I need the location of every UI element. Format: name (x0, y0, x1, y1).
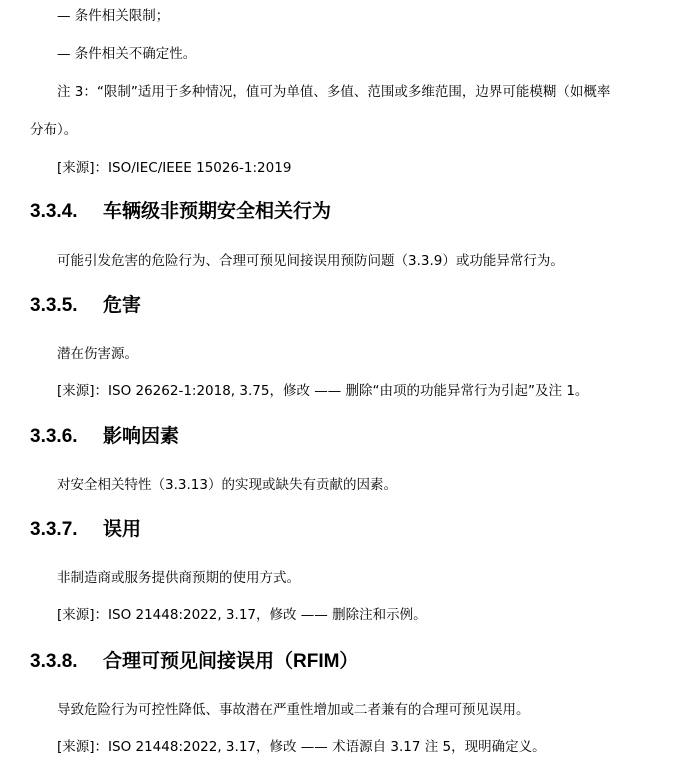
note-3-text: 注 3：“限制”适用于多种情况，值可为单值、多值、范围或多维范围，边界可能模糊（如概率 (57, 84, 611, 100)
definition-text: 非制造商或服务提供商预期的使用方式。 (57, 570, 300, 586)
section-heading (30, 516, 141, 544)
note-3-text-continued: 分布）。 (30, 122, 78, 138)
source-citation: [来源]：ISO 21448:2022, 3.17，修改 —— 术语源自 3.17 注 5，现明确定义。 (57, 739, 546, 755)
section-number: 3.3.7. (30, 519, 78, 540)
source-citation: [来源]：ISO/IEC/IEEE 15026-1:2019 (57, 160, 292, 176)
list-item: — 条件相关不确定性。 (57, 46, 197, 62)
definition-text: 可能引发危害的危险行为、合理可预见间接误用预防问题（3.3.9）或功能异常行为。 (57, 253, 564, 269)
section-number: 3.3.8. (30, 651, 78, 672)
section-title: 影响因素 (103, 426, 180, 447)
source-citation: [来源]：ISO 21448:2022, 3.17，修改 —— 删除注和示例。 (57, 607, 427, 623)
list-item: — 条件相关限制； (57, 8, 170, 24)
section-title: 合理可预见间接误用（RFIM） (103, 651, 359, 672)
definition-text: 潜在伤害源。 (57, 346, 138, 362)
section-number: 3.3.5. (30, 295, 78, 316)
section-heading (30, 198, 331, 226)
section-title: 危害 (103, 295, 142, 316)
section-heading (30, 423, 179, 451)
section-number: 3.3.6. (30, 426, 78, 447)
definition-text: 对安全相关特性（3.3.13）的实现或缺失有贡献的因素。 (57, 477, 397, 493)
section-heading (30, 648, 358, 676)
source-citation: [来源]：ISO 26262-1:2018, 3.75，修改 —— 删除“由项的功能异常行为引起”及注 1。 (57, 383, 589, 399)
section-number: 3.3.4. (30, 201, 78, 222)
definition-text: 导致危险行为可控性降低、事故潜在严重性增加或二者兼有的合理可预见误用。 (57, 702, 530, 718)
section-title: 车辆级非预期安全相关行为 (103, 201, 332, 222)
section-title: 误用 (103, 519, 142, 540)
section-heading (30, 292, 141, 320)
